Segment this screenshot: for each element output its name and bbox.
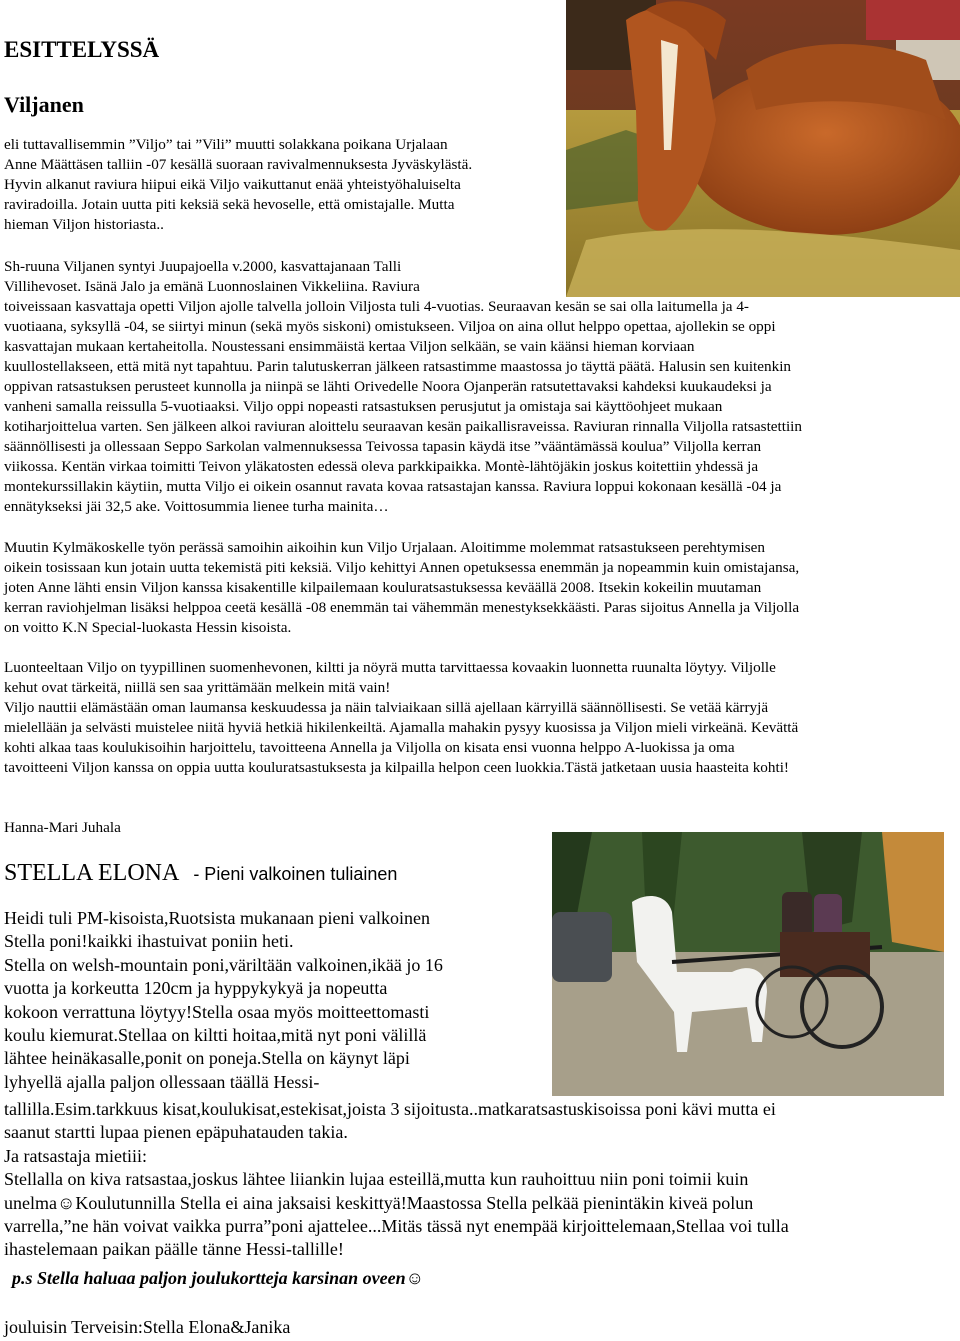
text-line: montekurssillakin käytiin, mutta Viljo ei oikein osannut ravata kovaa ratsastajan kanssa. Raviura loppui kokonaan kesällä -04 ja	[4, 478, 782, 495]
stella-story	[4, 1098, 959, 1262]
text-line: joten Anne lähti ensin Viljon kanssa kisakentille kilpailemaan kouluratsastuksessa keväällä 2008. Itsekin kokeilin muutaman	[4, 579, 762, 596]
text-line: kerran raviohjelman lisäksi helppoa ceetä kesällä -08 enemmän tai vähemmän menestyksekkäästi. Paras sijoitus Annella ja Viljolla	[4, 599, 800, 616]
text-line: kotiharjoittelua varten. Sen jälkeen alkoi raviuran aloittelu seuraavan kesän paikallisraveissa. Raviuran rinnalla Viljolla ratsastettiin	[4, 418, 802, 435]
stella-title-row	[4, 858, 397, 888]
viljanen-photo	[566, 0, 960, 297]
text-line: ihastelemaan paikan päälle tänne Hessi-tallille!	[4, 1239, 344, 1260]
section-heading: ESITTELYSSÄ	[4, 37, 160, 62]
text-line: hieman Viljon historiasta..	[4, 216, 164, 233]
stella-subtitle: - Pieni valkoinen tuliainen	[193, 864, 398, 884]
stella-closing: jouluisin Terveisin:Stella Elona&Janika	[4, 1317, 291, 1337]
text-line: vuotiaana, syksyllä -04, se siirtyi minun (sekä myös siskoni) omistukseen. Viljoa on aina ollut helppo opettaa, ajollekin se oppi	[4, 318, 776, 335]
text-line: säännöllisesti ja ollessaan Seppo Sarkolan valmennuksessa Teivossa tapasin käydä itse ”vääntämässä koulua” Viljolla kerran	[4, 438, 762, 455]
text-line: lyhyellä ajalla paljon ollessaan täällä Hessi-	[4, 1071, 320, 1092]
text-line: kasvattajan mukaan kertaheitolla. Noustessani ensimmäistä kertaa Viljon selkään, se vain käänsi hieman korviaan	[4, 338, 695, 355]
text-line: varrella,”ne hän voivat vaikka purra”poni ajattelee...Mitäs tässä nyt enempää kirjoittelemaan,Stellaa voi tulla	[4, 1216, 789, 1237]
text-line: kuullostellakseen, että mitä nyt tapahtuu. Parin talutuskerran jälkeen ratsastimme maastossa jo täyttä päätä. Halusin sen kuitenkin	[4, 358, 792, 375]
horse-name-viljanen: Viljanen	[4, 92, 84, 117]
stella-elona-photo	[552, 832, 944, 1096]
horse-name-stella-elona: STELLA ELONA	[4, 860, 180, 886]
text-line: mielellään ja selvästi muistelee niitä hyviä hetkiä hikilenkeiltä. Ajamalla mahakin pysyy kuosissa ja Viljon mieli virkeänä. Kevättä	[4, 719, 799, 736]
text-line: toiveissaan kasvattaja opetti Viljon ajolle talvella jolloin Viljosta tuli 4-vuotias. Seuraavan kesän se sai olla laitumella ja 4-	[4, 298, 749, 315]
text-line: Heidi tuli PM-kisoista,Ruotsista mukanaan pieni valkoinen	[4, 908, 430, 928]
text-line: tavoitteeni Viljon kanssa on oppia uutta kouluratsastuksesta ja kilpailla helpon ceen luokkia.Tästä jatketaan uusia haasteita kohti!	[4, 759, 789, 776]
viljanen-intro	[4, 135, 564, 235]
viljanen-origin	[4, 257, 564, 297]
text-line: viikossa. Kentän virkaa toimitti Teivon yläkatosten edessä oleva parkkipaikka. Montè-lähtöjäkin joskus koitettiin yhdessä ja	[4, 458, 759, 475]
text-line: kokoon verrattuna löytyy!Stella osaa myös moitteettomasti	[4, 1001, 430, 1022]
author-signature: Hanna-Mari Juhala	[4, 819, 121, 836]
text-line: unelma☺Koulutunnilla Stella ei aina jaksaisi keskittyä!Maastossa Stella pelkää pienintäkin kiveä polun	[4, 1192, 754, 1213]
text-line: Hyvin alkanut raviura hiipui eikä Viljo vaikuttanut enää yhteistyöhaluiselta	[4, 176, 461, 193]
text-line: vuotta ja korkeutta 120cm ja hyppykykyä ja nopeutta	[4, 978, 388, 999]
text-line: oikein tosissaan kun jotain uutta tekemistä piti keksiä. Viljo kehittyi Annen opetuksessa enemmän ja nopeammin kuin omistajansa,	[4, 559, 800, 576]
viljanen-character	[4, 658, 959, 778]
text-line: Muutin Kylmäkoskelle työn perässä samoihin aikoihin kun Viljo Urjalaan. Aloitimme molemmat ratsastukseen perehtymisen	[4, 539, 765, 556]
viljanen-move	[4, 538, 959, 638]
viljanen-history	[4, 297, 959, 517]
text-line: saanut startti lupaa pienen epäpuhatauden takia.	[4, 1122, 348, 1143]
text-line: Ja ratsastaja mietiii:	[4, 1145, 147, 1166]
text-line: lähtee heinäkasalle,ponit on poneja.Stella on käynyt läpi	[4, 1048, 410, 1069]
text-line: on voitto K.N Special-luokasta Hessin kisoista.	[4, 619, 292, 636]
text-line: Villihevoset. Isänä Jalo ja emänä Luonnoslainen Vikkeliina. Raviura	[4, 278, 420, 295]
text-line: Viljo nauttii elämästään oman laumansa keskuudessa ja näin talviaikaan sillä ajellaan kärryillä säännöllisesti. Se vetää kärryjä	[4, 699, 769, 716]
text-line: Sh-ruuna Viljanen syntyi Juupajoella v.2000, kasvattajanaan Talli	[4, 258, 402, 275]
stella-intro	[4, 907, 549, 1094]
text-line: eli tuttavallisemmin ”Viljo” tai ”Vili” muutti solakkana poikana Urjalaan	[4, 136, 448, 153]
text-line: kehut ovat tärkeitä, niillä sen saa yrittämään melkein mitä vain!	[4, 679, 391, 696]
text-line: koulu kiemurat.Stellaa on kiltti hoitaa,mitä nyt poni välillä	[4, 1025, 427, 1046]
text-line: Luonteeltaan Viljo on tyypillinen suomenhevonen, kiltti ja nöyrä mutta tarvittaessa kovaakin luonnetta ruunalta löytyy. Viljolle	[4, 659, 776, 676]
text-line: tallilla.Esim.tarkkuus kisat,koulukisat,estekisat,joista 3 sijoitusta..matkaratsastuskisoissa poni kävi mutta ei	[4, 1099, 776, 1119]
text-line: oppivan ratsastuksen perusteet kunnolla ja niinpä se lähti Orivedelle Noora Ojanperän ratsutettavaksi kahdeksi kuukaudeksi ja	[4, 378, 772, 395]
text-line: Stella on welsh-mountain poni,väriltään valkoinen,ikää jo 16	[4, 954, 443, 975]
text-line: ennätykseksi jäi 32,5 ake. Voittosummia lienee turha mainita…	[4, 498, 389, 515]
stella-ps: p.s Stella haluaa paljon joulukortteja karsinan oveen☺	[12, 1268, 424, 1288]
text-line: Anne Määttäsen talliin -07 kesällä suoraan ravivalmennuksesta Jyväskylästä.	[4, 156, 473, 173]
text-line: Stella poni!kaikki ihastuivat poniin heti.	[4, 931, 294, 952]
text-line: Stellalla on kiva ratsastaa,joskus lähtee liiankin lujaa esteillä,mutta kun rauhoittuu niin poni toimii kuin	[4, 1169, 749, 1190]
text-line: vanheni samalla reissulla 5-vuotiaaksi. Viljo oppi nopeasti ratsastuksen perusjutut ja omistaja sai käyttöohjeet mukaan	[4, 398, 723, 415]
text-line: kohti alkaa taas koulukisoihin harjoittelu, tavoitteena Annella ja Viljolla on kisata ensi vuonna helppo A-luokissa ja oma	[4, 739, 735, 756]
text-line: raviradoilla. Jotain uutta piti keksiä sekä hevoselle, että omistajalle. Mutta	[4, 196, 455, 213]
